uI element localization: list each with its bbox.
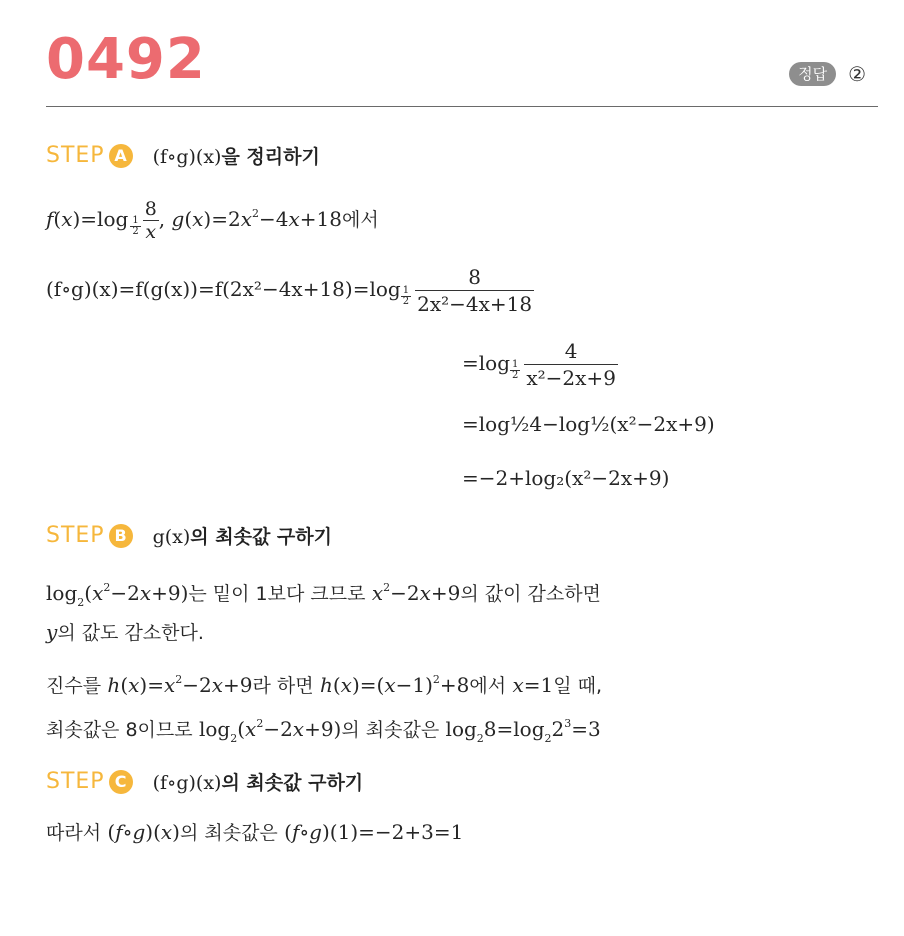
step-a-line4: =−2+log₂(x²−2x+9) [462, 466, 670, 490]
answer-area [789, 62, 866, 86]
answer-badge: 정답 [789, 62, 836, 86]
step-b-line2: y의 값도 감소한다. [46, 620, 204, 644]
step-c-title: (f∘g)(x)의 최솟값 구하기 [152, 772, 364, 794]
step-a-line2: =log $\frac{1}{2}$ $\frac{4}{\text{x²−2x+9}}$ [462, 339, 616, 390]
fraction1-denominator: 2x²−4x+18 [417, 292, 533, 316]
step-b-line1: $\log_2(x^2-2x+9)$는 밑이 1보다 크므로 $x^2-2x+9$의 값이 감소하면 [46, 581, 601, 609]
header-divider [46, 106, 878, 107]
step-label: STEP [46, 143, 105, 168]
step-b-heading [46, 522, 332, 549]
step-a-line3: =log½4−log½(x²−2x+9) [462, 412, 715, 436]
step-b-title: g(x)의 최솟값 구하기 [152, 526, 332, 548]
answer-value: ② [848, 62, 866, 86]
step-label: STEP [46, 523, 105, 548]
step-c-heading [46, 768, 363, 795]
step-a-title: (f∘g)(x)을 정리하기 [152, 146, 320, 168]
step-c-badge: C [109, 770, 133, 794]
step-c-conclusion: 따라서 (f∘g)(x)의 최솟값은 (f∘g)(1)=−2+3=1 [46, 820, 464, 844]
fraction2-denominator: x²−2x+9 [526, 366, 616, 390]
step-a-definitions: f(x)=log $\frac{1}{2}$ $\frac{8}{x}$ , $g(x)=2x^2-4x+18$에서 [46, 198, 379, 243]
fraction2-numerator: 4 [564, 339, 578, 363]
problem-number: 0492 [46, 27, 206, 92]
step-a-def-suffix: 에서 [341, 209, 379, 231]
step-a-composition: (f∘g)(x)=f(g(x))=f(2x²−4x+18)=log $\frac{1}{2}$ $\frac{8}{\text{2x²−4x+18}}$ [46, 265, 533, 316]
step-b-line3: 진수를 $h(x)=x^2-2x+9$라 하면 $h(x)=(x-1)^2+8$에서 x=1일 때, [46, 673, 603, 697]
composition-lhs: (f∘g)(x)=f(g(x))=f(2x²−4x+18)=log [46, 277, 401, 301]
step-b-line4: 최솟값은 8이므로 $\log_2(x^2-2x+9)$의 최솟값은 $\log_28=\log_22^3=3$ [46, 717, 601, 745]
fraction1-numerator: 8 [468, 265, 481, 289]
step-b-badge: B [109, 524, 133, 548]
step-a-heading [46, 142, 320, 169]
step-a-badge: A [109, 144, 133, 168]
step-label: STEP [46, 769, 105, 794]
